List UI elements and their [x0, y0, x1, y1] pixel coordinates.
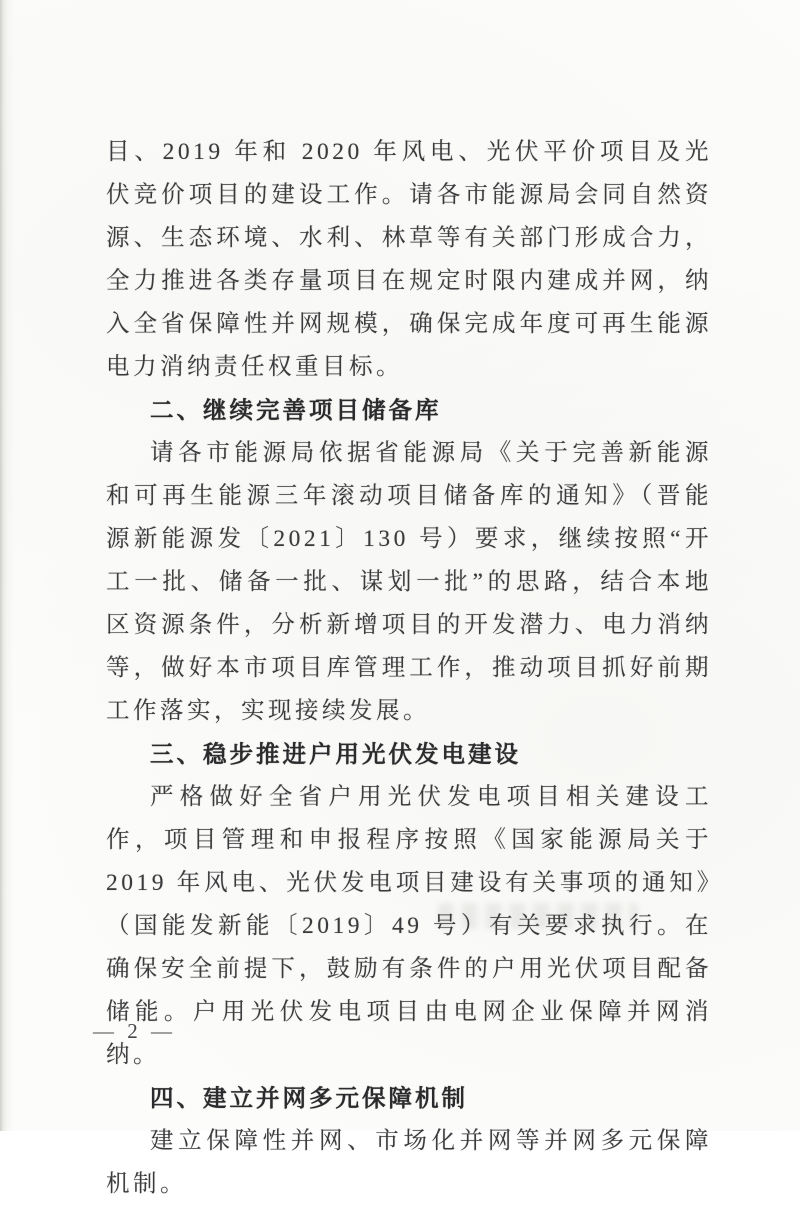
section-heading-4: 四、建立并网多元保障机制 [150, 1085, 468, 1111]
body-paragraph-section-2: 请各市能源局依据省能源局《关于完善新能源和可再生能源三年滚动项目储备库的通知》（晋能源新能源发〔2021〕130 号）要求，继续按照“开工一批、储备一批、谋划一批”的思路，结合本地区资源条件，分析新增项目的开发潜力、电力消纳等，做好本市项目库管理工作，推动项目抓好前期工作落实，实现接续发展。 [106, 440, 712, 724]
document-body [106, 131, 712, 1206]
section-heading-2: 二、继续完善项目储备库 [150, 397, 442, 423]
body-paragraph-continuation: 目、2019 年和 2020 年风电、光伏平价项目及光伏竞价项目的建设工作。请各市能源局会同自然资源、生态环境、水利、林草等有关部门形成合力，全力推进各类存量项目在规定时限内建成并网，纳入全省保障性并网规模，确保完成年度可再生能源电力消纳责任权重目标。 [106, 139, 712, 380]
page-number: — 2 — [93, 1019, 176, 1043]
scan-edge-shadow [0, 0, 14, 1131]
body-paragraph-section-3: 严格做好全省户用光伏发电项目相关建设工作，项目管理和申报程序按照《国家能源局关于 2019 年风电、光伏发电项目建设有关事项的通知》（国能发新能〔2019〕49 号）有关要求执行。在确保安全前提下，鼓励有条件的户用光伏项目配备储能。户用光伏发电项目由电网企业保障并网消纳。 [106, 784, 712, 1068]
section-heading-3: 三、稳步推进户用光伏发电建设 [150, 741, 521, 767]
body-paragraph-section-4: 建立保障性并网、市场化并网等并网多元保障机制。 [106, 1128, 712, 1197]
